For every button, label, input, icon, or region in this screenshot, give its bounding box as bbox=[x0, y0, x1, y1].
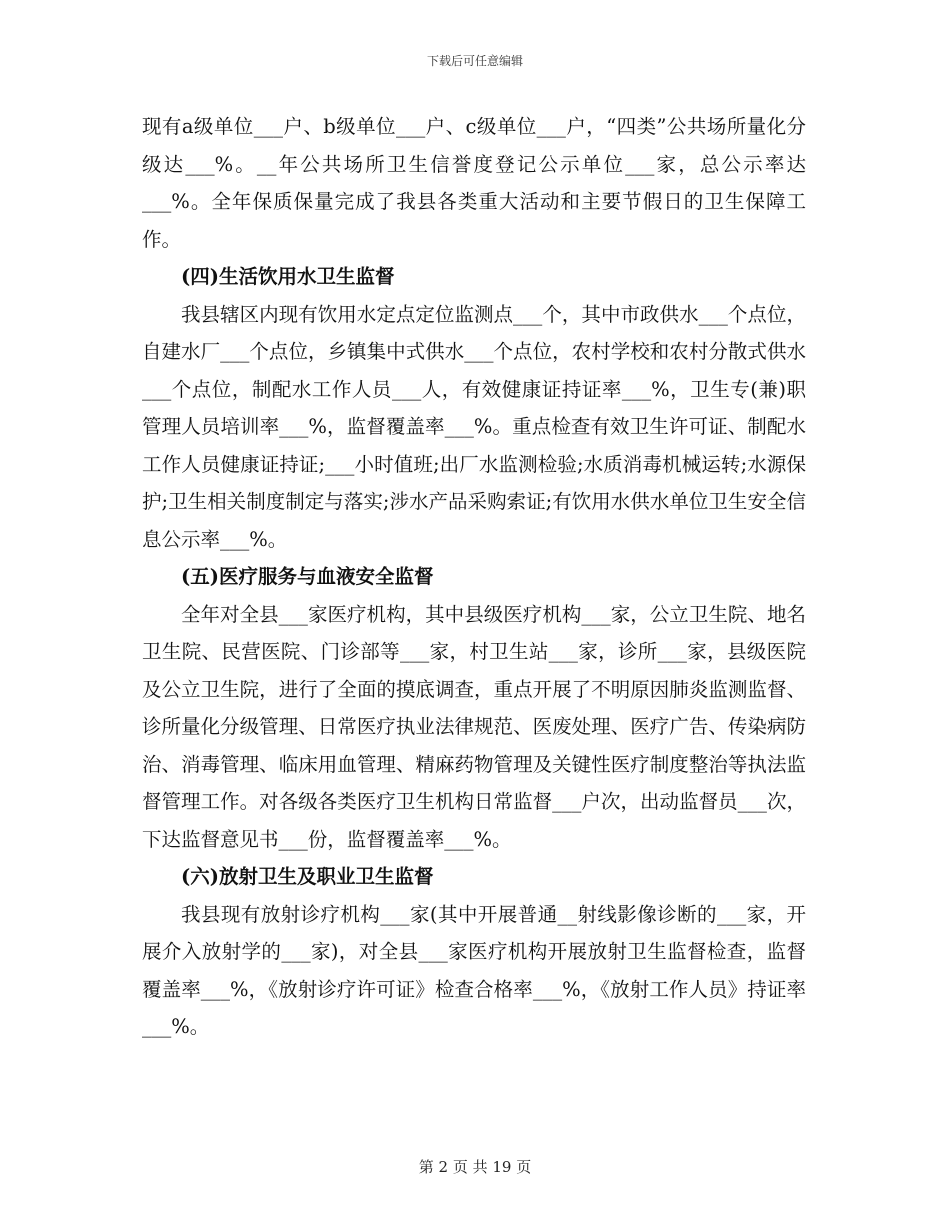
paragraph: 现有a级单位___户、b级单位___户、c级单位___户，“四类”公共场所量化分级达___%。__年公共场所卫生信誉度登记公示单位___家，总公示率达___%。全年保质保量完成了我县各类重大活动和主要节假日的卫生保障工作。 bbox=[142, 115, 806, 251]
page-header: 下载后可任意编辑 bbox=[426, 54, 523, 68]
paragraph: 我县辖区内现有饮用水定点定位监测点___个，其中市政供水___个点位，自建水厂___个点位，乡镇集中式供水___个点位，农村学校和农村分散式供水___个点位，制配水工作人员___人，有效健康证持证率___%，卫生专(兼)职管理人员培训率___%，监督覆盖率___%。重点检查有效卫生许可证、制配水工作人员健康证持证;___小时值班;出厂水监测检验;水质消毒机械运转;水源保护;卫生相关制度制定与落实;涉水产品采购索证;有饮用水供水单位卫生安全信息公示率___%。 bbox=[142, 302, 806, 551]
page-number: 第 2 页 共 19 页 bbox=[418, 1158, 532, 1176]
section-heading: (六)放射卫生及职业卫生监督 bbox=[181, 865, 434, 888]
section-heading: (四)生活饮用水卫生监督 bbox=[181, 265, 395, 288]
paragraph: 全年对全县___家医疗机构，其中县级医疗机构___家，公立卫生院、地名卫生院、民营医院、门诊部等___家，村卫生站___家，诊所___家，县级医院及公立卫生院，进行了全面的摸底调查，重点开展了不明原因肺炎监测监督、诊所量化分级管理、日常医疗执业法律规范、医废处理、医疗广告、传染病防治、消毒管理、临床用血管理、精麻药物管理及关键性医疗制度整治等执法监督管理工作。对各级各类医疗卫生机构日常监督___户次，出动监督员___次，下达监督意见书___份，监督覆盖率___%。 bbox=[142, 602, 806, 851]
section-heading: (五)医疗服务与血液安全监督 bbox=[181, 565, 434, 588]
paragraph: 我县现有放射诊疗机构___家(其中开展普通__射线影像诊断的___家，开展介入放射学的___家)，对全县___家医疗机构开展放射卫生监督检查，监督覆盖率___%，《放射诊疗许可证》检查合格率___%，《放射工作人员》持证率___%。 bbox=[142, 902, 806, 1038]
document-body bbox=[142, 108, 806, 1046]
